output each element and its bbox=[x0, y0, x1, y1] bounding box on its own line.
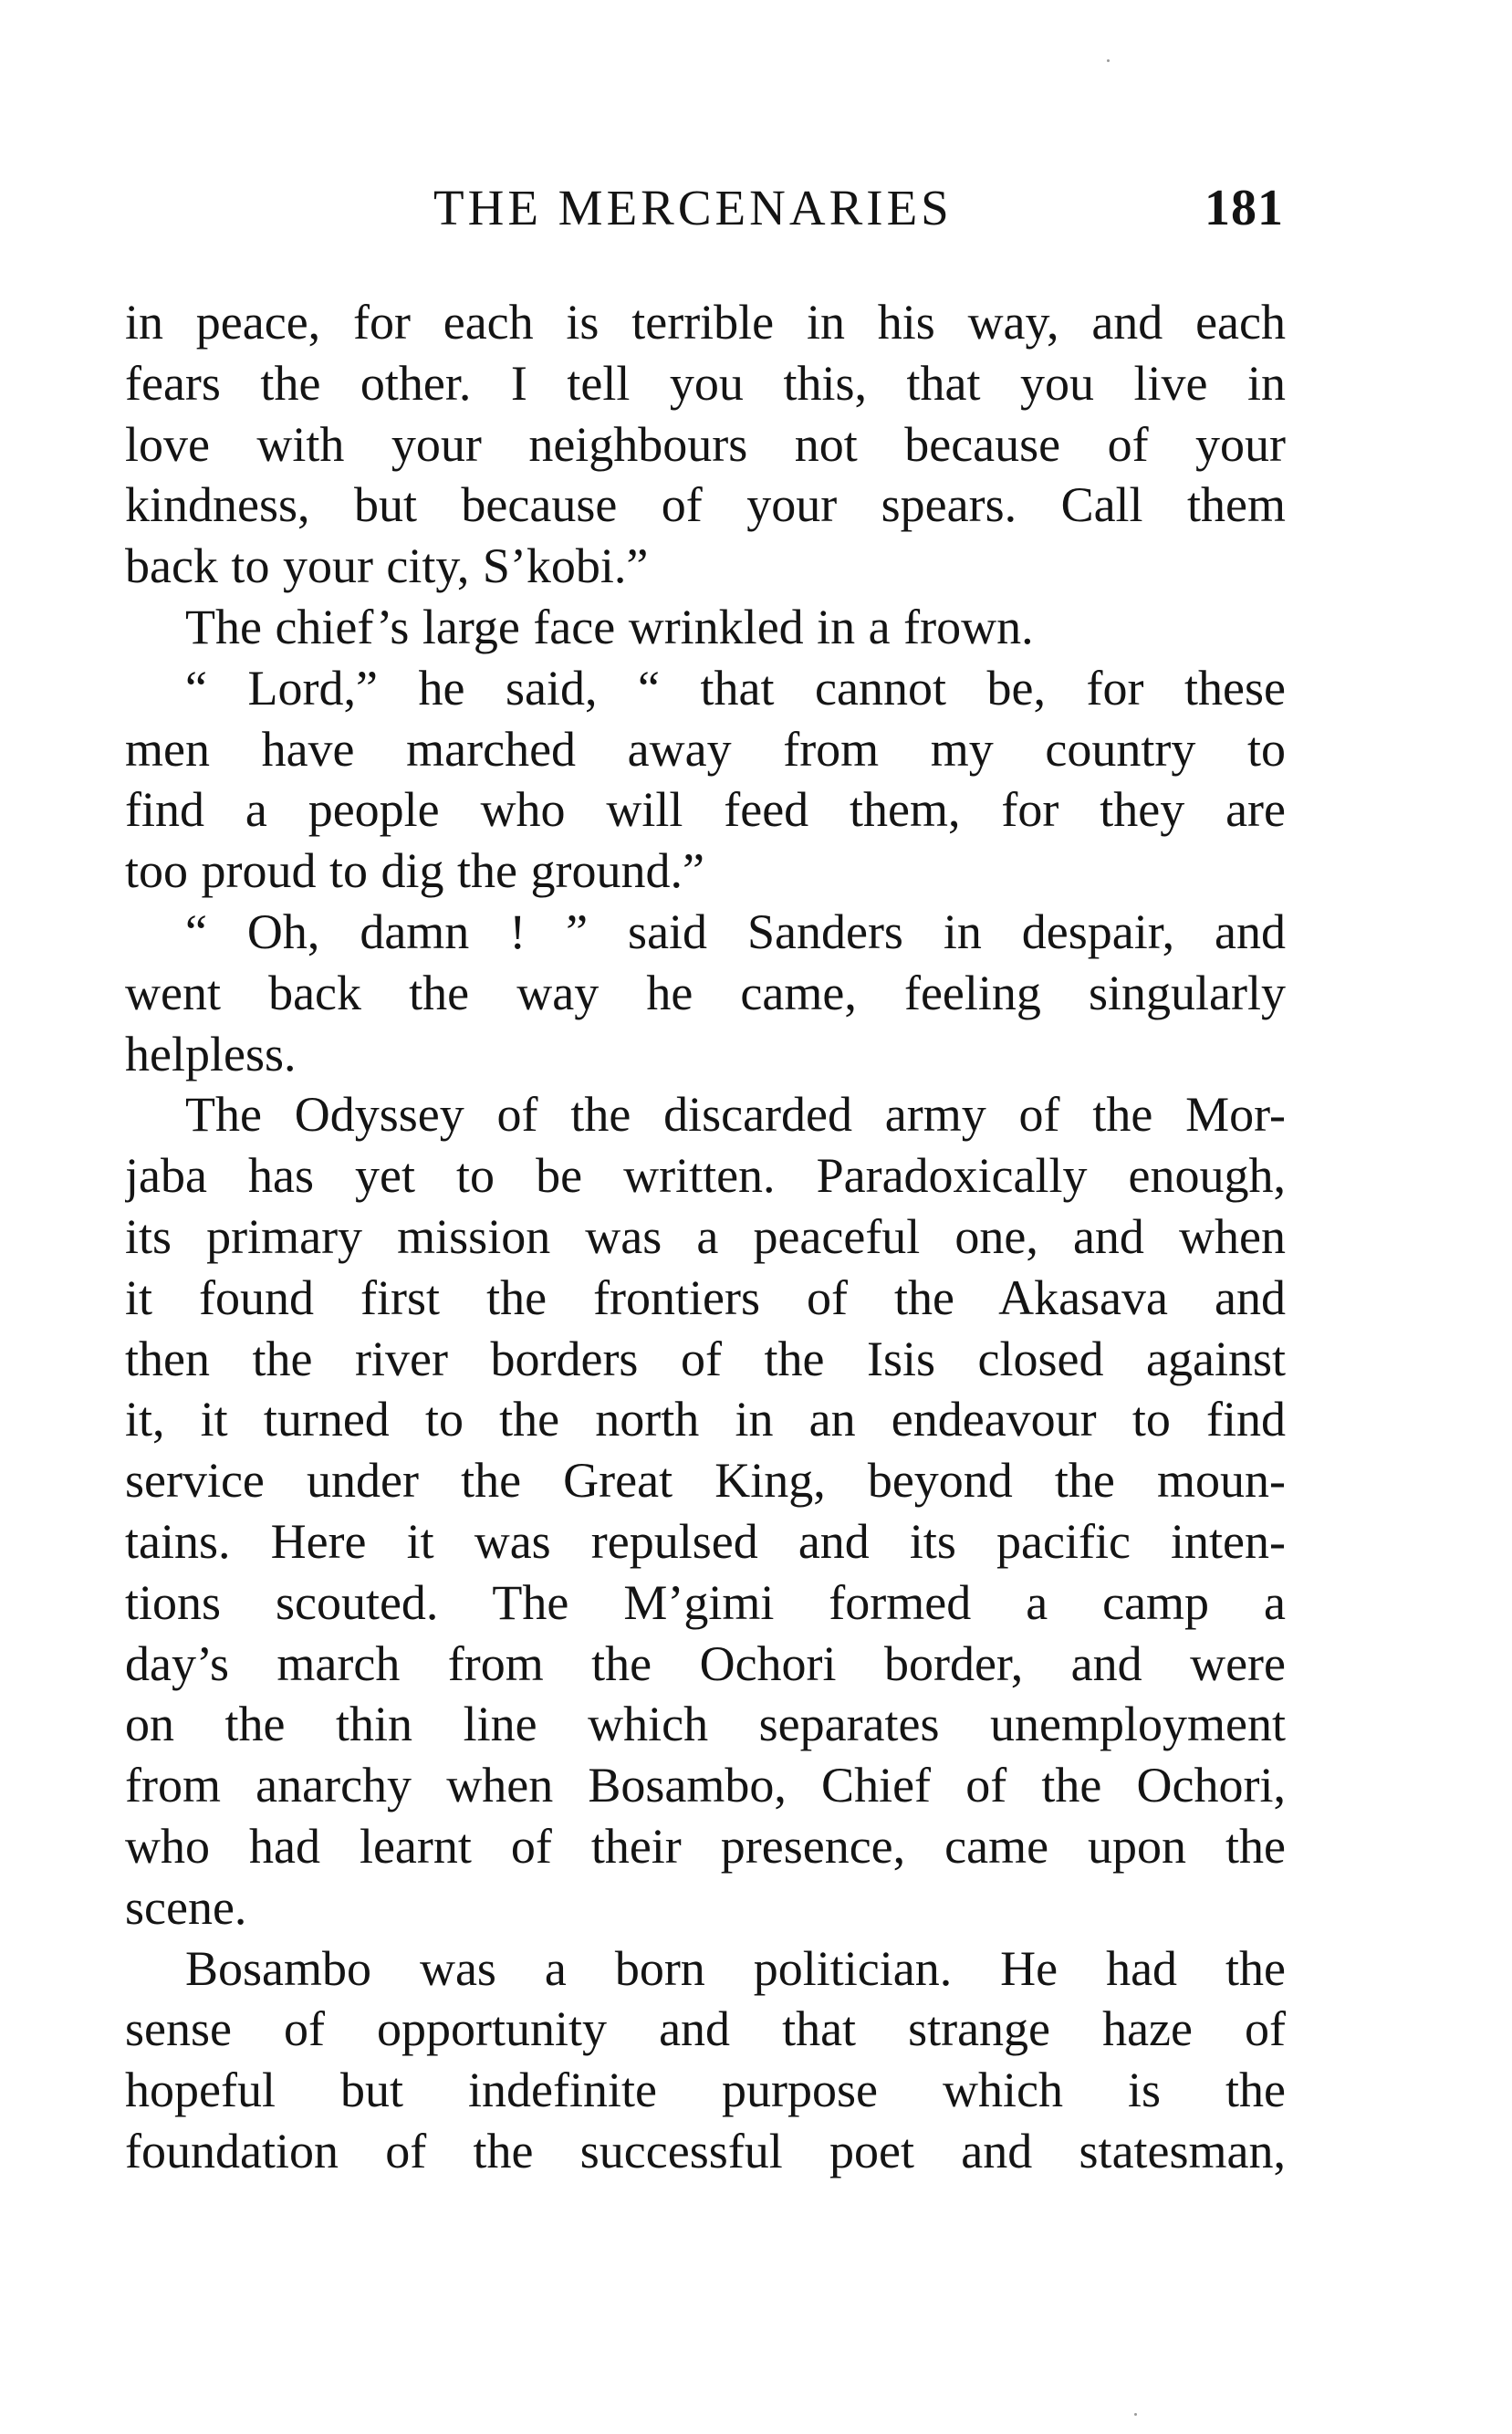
text-line: hopeful but indefinite purpose which is the bbox=[125, 2063, 1286, 2118]
text-line: jaba has yet to be written. Paradoxically enough, bbox=[125, 1148, 1286, 1204]
text-line: The Odyssey of the discarded army of the Mor- bbox=[185, 1087, 1286, 1143]
text-line: went back the way he came, feeling singularly bbox=[125, 965, 1286, 1020]
text-line: back to your city, S’kobi.” bbox=[125, 538, 649, 594]
text-line: tains. Here it was repulsed and its pacific inten- bbox=[125, 1513, 1286, 1569]
paragraph bbox=[125, 1084, 1286, 1938]
text-line: sense of opportunity and that strange haze of bbox=[125, 2001, 1286, 2057]
text-line: it, it turned to the north in an endeavour to find bbox=[125, 1392, 1286, 1447]
text-line: men have marched away from my country to bbox=[125, 721, 1286, 777]
page-number: 181 bbox=[1204, 180, 1284, 236]
text-line: on the thin line which separates unemployment bbox=[125, 1697, 1286, 1752]
text-line: too proud to dig the ground.” bbox=[125, 843, 704, 899]
text-line: Bosambo was a born politician. He had the bbox=[185, 1940, 1286, 1996]
running-head bbox=[125, 176, 1284, 240]
paragraph bbox=[125, 597, 1286, 658]
text-line: it found first the frontiers of the Akasava and bbox=[125, 1269, 1286, 1325]
text-line: helpless. bbox=[125, 1026, 297, 1081]
paragraph bbox=[125, 902, 1286, 1084]
text-line: “ Lord,” he said, “ that cannot be, for these bbox=[185, 660, 1286, 716]
text-line: kindness, but because of your spears. Call them bbox=[125, 477, 1286, 533]
text-line: who had learnt of their presence, came upon the bbox=[125, 1818, 1286, 1874]
text-line: find a people who will feed them, for they are bbox=[125, 782, 1286, 838]
text-line: its primary mission was a peaceful one, and when bbox=[125, 1208, 1286, 1264]
text-line: scene. bbox=[125, 1879, 247, 1935]
paragraph bbox=[125, 1938, 1286, 2182]
paper-speck bbox=[1107, 59, 1110, 62]
text-line: in peace, for each is terrible in his way, and each bbox=[125, 295, 1286, 350]
text-line: “ Oh, damn ! ” said Sanders in despair, and bbox=[185, 904, 1286, 959]
body-text bbox=[125, 292, 1286, 2182]
paragraph bbox=[125, 658, 1286, 902]
text-line: love with your neighbours not because of your bbox=[125, 416, 1286, 472]
text-line: day’s march from the Ochori border, and were bbox=[125, 1635, 1286, 1691]
text-line: then the river borders of the Isis closed against bbox=[125, 1331, 1286, 1386]
text-line: from anarchy when Bosambo, Chief of the Ochori, bbox=[125, 1758, 1286, 1813]
paper-speck bbox=[1134, 2413, 1137, 2416]
text-line: tions scouted. The M’gimi formed a camp a bbox=[125, 1574, 1286, 1630]
chapter-title: THE MERCENARIES bbox=[433, 180, 953, 235]
paragraph-continuation bbox=[125, 292, 1286, 597]
text-line: fears the other. I tell you this, that you live in bbox=[125, 355, 1286, 411]
text-line: The chief’s large face wrinkled in a frown. bbox=[185, 599, 1034, 654]
text-line: foundation of the successful poet and statesman, bbox=[125, 2123, 1286, 2178]
text-line: service under the Great King, beyond the moun- bbox=[125, 1453, 1286, 1509]
